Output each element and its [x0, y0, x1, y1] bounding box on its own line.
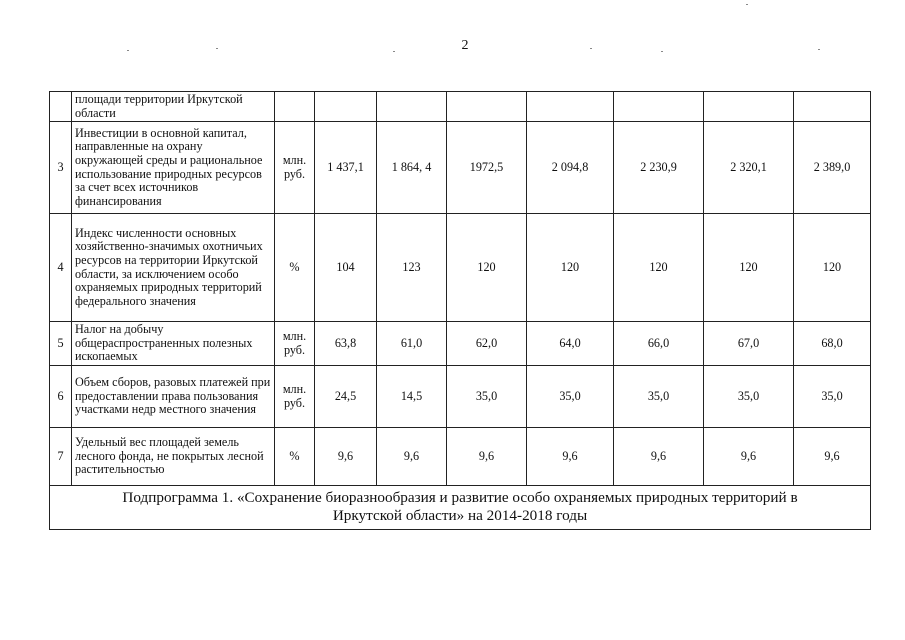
scan-speck	[590, 48, 592, 49]
indicator-value: 2 094,8	[527, 122, 614, 214]
indicator-value	[614, 92, 704, 122]
indicator-name: Объем сборов, разовых платежей при предоставлении права пользования участками недр местного значения	[72, 366, 275, 428]
indicator-value: 14,5	[377, 366, 447, 428]
indicator-value: 35,0	[794, 366, 871, 428]
indicator-value	[315, 92, 377, 122]
row-number: 5	[50, 322, 72, 366]
indicator-value: 120	[527, 214, 614, 322]
table-row	[50, 322, 871, 366]
indicator-value	[527, 92, 614, 122]
indicator-value: 2 230,9	[614, 122, 704, 214]
indicator-value: 62,0	[447, 322, 527, 366]
indicator-value: 9,6	[527, 428, 614, 486]
indicator-name: Удельный вес площадей земель лесного фонда, не покрытых лесной растительностью	[72, 428, 275, 486]
indicator-value: 1 864, 4	[377, 122, 447, 214]
indicator-value	[447, 92, 527, 122]
row-number: 6	[50, 366, 72, 428]
indicator-value: 9,6	[704, 428, 794, 486]
indicator-value: 24,5	[315, 366, 377, 428]
scan-speck	[661, 51, 663, 52]
scan-speck	[216, 48, 218, 49]
indicator-value: 104	[315, 214, 377, 322]
scan-speck	[127, 50, 129, 51]
indicator-value: 64,0	[527, 322, 614, 366]
indicator-unit: %	[275, 428, 315, 486]
indicators-table	[49, 91, 871, 530]
indicator-value: 35,0	[704, 366, 794, 428]
indicator-value: 2 320,1	[704, 122, 794, 214]
indicator-value: 120	[704, 214, 794, 322]
indicator-value: 35,0	[614, 366, 704, 428]
indicator-value: 9,6	[614, 428, 704, 486]
page-number: 2	[461, 38, 469, 53]
indicator-unit: %	[275, 214, 315, 322]
indicator-value	[794, 92, 871, 122]
scan-speck	[818, 49, 820, 50]
row-number: 7	[50, 428, 72, 486]
indicator-value: 66,0	[614, 322, 704, 366]
indicator-value: 35,0	[527, 366, 614, 428]
indicator-value: 9,6	[315, 428, 377, 486]
indicator-value: 120	[794, 214, 871, 322]
indicator-value: 67,0	[704, 322, 794, 366]
row-number: 4	[50, 214, 72, 322]
indicator-value: 2 389,0	[794, 122, 871, 214]
indicator-value: 120	[614, 214, 704, 322]
scan-speck	[746, 4, 748, 5]
table-row	[50, 92, 871, 122]
subprogram-title: Подпрограмма 1. «Сохранение биоразнообразия и развитие особо охраняемых природных территорий в Иркутской области» на 2014-2018 годы	[50, 486, 871, 530]
indicator-value: 123	[377, 214, 447, 322]
indicator-unit: млн. руб.	[275, 322, 315, 366]
indicator-value: 61,0	[377, 322, 447, 366]
table-row	[50, 122, 871, 214]
indicator-value: 120	[447, 214, 527, 322]
indicator-unit	[275, 92, 315, 122]
indicator-value: 9,6	[377, 428, 447, 486]
scan-speck	[393, 51, 395, 52]
indicator-value: 1 437,1	[315, 122, 377, 214]
indicator-value: 1972,5	[447, 122, 527, 214]
indicator-value: 68,0	[794, 322, 871, 366]
indicator-value	[704, 92, 794, 122]
indicator-name: площади территории Иркутской области	[72, 92, 275, 122]
indicator-name: Индекс численности основных хозяйственно-значимых охотничьих ресурсов на территории Иркутской области, за исключением особо охраняемых природных территорий федерального значения	[72, 214, 275, 322]
subprogram-row	[50, 486, 871, 530]
indicator-value: 9,6	[447, 428, 527, 486]
row-number	[50, 92, 72, 122]
indicator-value: 9,6	[794, 428, 871, 486]
indicator-unit: млн. руб.	[275, 366, 315, 428]
table-row	[50, 214, 871, 322]
indicator-name: Инвестиции в основной капитал, направленные на охрану окружающей среды и рациональное использование природных ресурсов за счет всех источников финансирования	[72, 122, 275, 214]
indicator-unit: млн. руб.	[275, 122, 315, 214]
indicator-name: Налог на добычу общераспространенных полезных ископаемых	[72, 322, 275, 366]
table-row	[50, 366, 871, 428]
indicator-value: 63,8	[315, 322, 377, 366]
table-row	[50, 428, 871, 486]
row-number: 3	[50, 122, 72, 214]
indicator-value	[377, 92, 447, 122]
indicator-value: 35,0	[447, 366, 527, 428]
